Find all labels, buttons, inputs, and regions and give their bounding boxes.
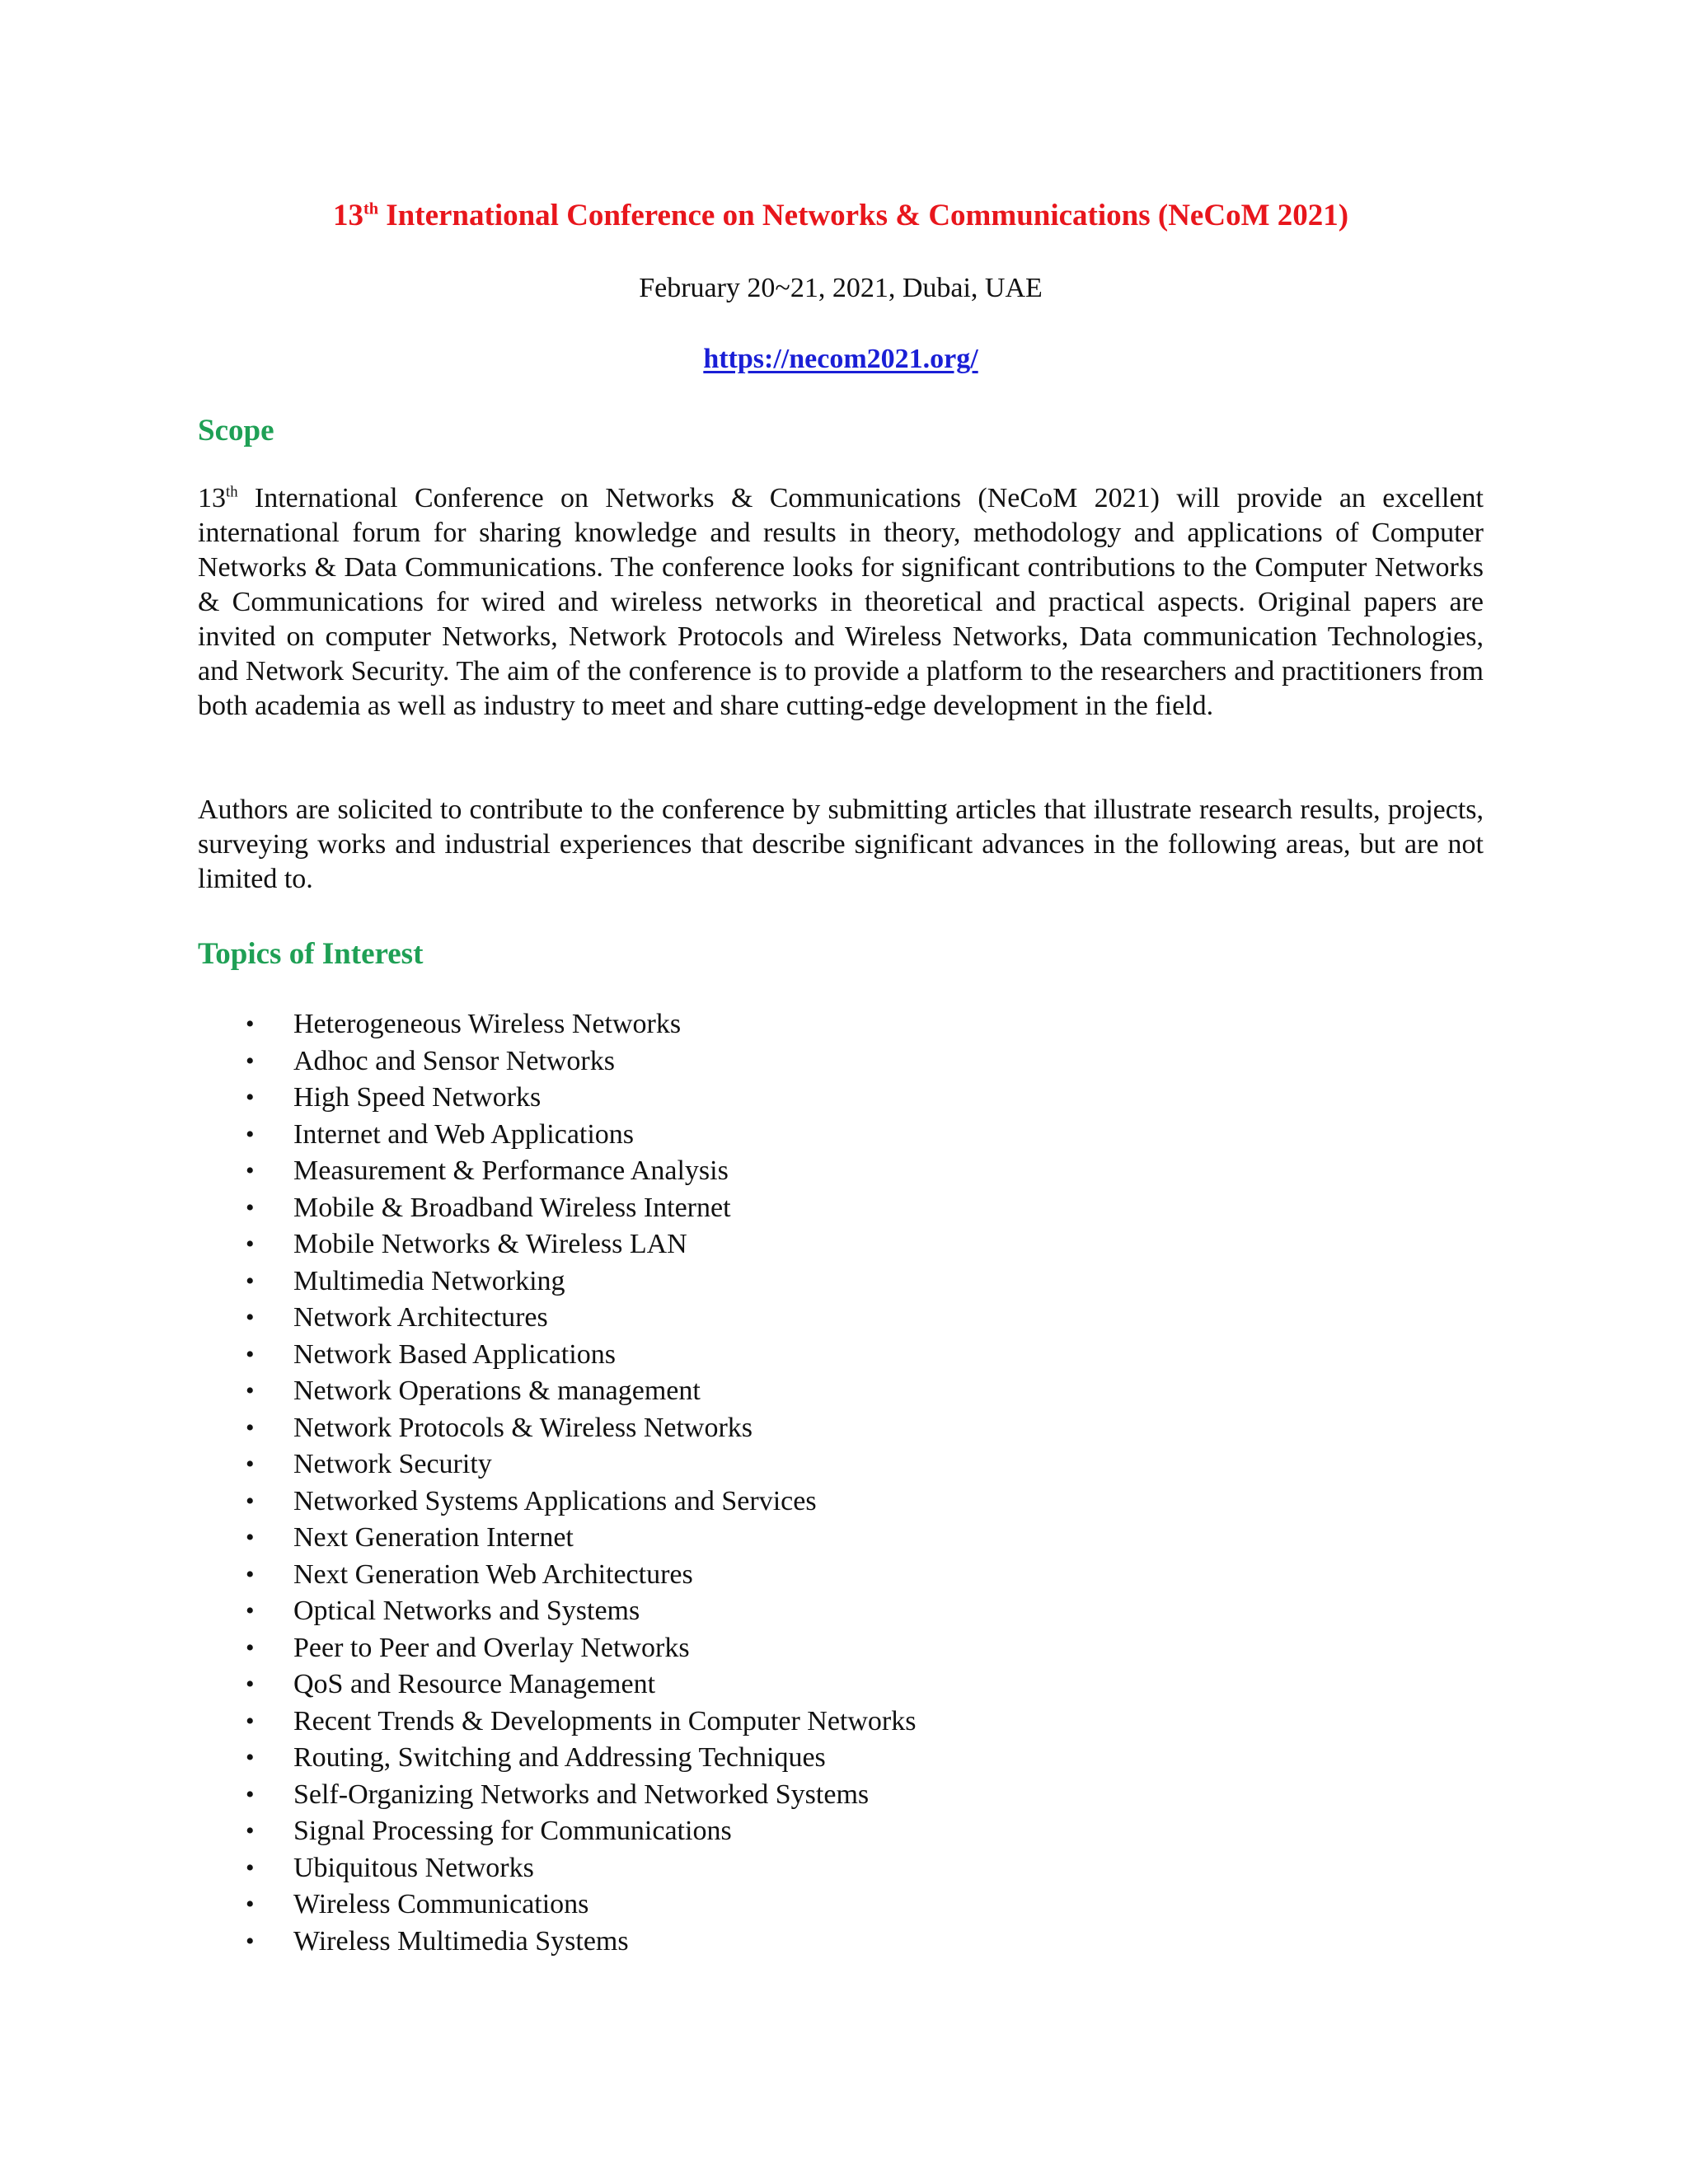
- topic-list-item: [244, 1153, 916, 1190]
- topic-list-item: [244, 1593, 916, 1630]
- bullet-icon: •: [246, 1707, 255, 1735]
- topic-list-item: [244, 1886, 916, 1924]
- bullet-icon: •: [246, 1413, 255, 1441]
- bullet-icon: •: [246, 1157, 255, 1184]
- bullet-icon: •: [246, 1451, 255, 1478]
- topic-list-item: [244, 1226, 916, 1263]
- bullet-icon: •: [246, 1377, 255, 1404]
- topic-list-item: [244, 1557, 916, 1594]
- topic-label: Mobile & Broadband Wireless Internet: [293, 1192, 731, 1223]
- conference-title: [198, 194, 1484, 237]
- topic-label: Heterogeneous Wireless Networks: [293, 1009, 682, 1039]
- topics-heading: Topics of Interest: [198, 937, 424, 971]
- bullet-icon: •: [246, 1560, 255, 1588]
- bullet-icon: •: [246, 1340, 255, 1368]
- topic-list-item: [244, 1373, 916, 1410]
- topic-list-item: [244, 1337, 916, 1374]
- bullet-icon: •: [246, 1010, 255, 1038]
- bullet-icon: •: [246, 1854, 255, 1882]
- topic-label: Self-Organizing Networks and Networked Systems: [293, 1779, 870, 1810]
- topic-list-item: [244, 1630, 916, 1667]
- topic-label: Internet and Web Applications: [293, 1118, 635, 1150]
- topic-label: Wireless Multimedia Systems: [293, 1925, 629, 1957]
- topic-label: QoS and Resource Management: [293, 1669, 656, 1699]
- bullet-icon: •: [246, 1597, 255, 1624]
- topic-list-item: [244, 1190, 916, 1227]
- topic-list-item: [244, 1483, 916, 1521]
- bullet-icon: •: [246, 1671, 255, 1698]
- topic-label: Signal Processing for Communications: [293, 1816, 732, 1846]
- topic-label: Measurement & Performance Analysis: [293, 1155, 729, 1186]
- bullet-icon: •: [246, 1524, 255, 1551]
- topic-label: Routing, Switching and Addressing Techniques: [293, 1742, 826, 1773]
- bullet-icon: •: [246, 1267, 255, 1295]
- topic-list-item: [244, 1850, 916, 1887]
- bullet-icon: •: [246, 1633, 255, 1661]
- topic-list-item: [244, 1080, 916, 1117]
- topic-label: High Speed Networks: [293, 1082, 542, 1113]
- bullet-icon: •: [246, 1193, 255, 1221]
- conference-dateline: February 20~21, 2021, Dubai, UAE: [639, 273, 1043, 303]
- topics-list: [244, 1006, 916, 1960]
- topic-label: Mobile Networks & Wireless LAN: [293, 1229, 687, 1259]
- title-text: International Conference on Networks & Communications (NeCoM 2021): [378, 199, 1349, 232]
- bullet-icon: •: [246, 1817, 255, 1844]
- topic-label: Network Operations & management: [293, 1376, 701, 1406]
- topic-label: Optical Networks and Systems: [293, 1596, 640, 1626]
- conference-url: [198, 341, 1484, 377]
- bullet-icon: •: [246, 1927, 255, 1955]
- scope-text: International Conference on Networks & Communications (NeCoM 2021) will provide an excellent international forum for sharing knowledge and results in theory, methodology and applications of Computer Networks & Data Communications. The conference looks for significant contributions to the Computer Networks & Communications for wired and wireless networks in theoretical and practical aspects. Original papers are invited on computer Networks, Network Protocols and Wireless Networks, Data communication Technologies, and Network Security. The aim of the conference is to provide a platform to the researchers and practitioners from both academia as well as industry to meet and share cutting-edge development in the field.: [198, 483, 1484, 721]
- bullet-icon: •: [246, 1891, 255, 1918]
- authors-paragraph: Authors are solicited to contribute to the conference by submitting articles that illustrate research results, projects, surveying works and industrial experiences that describe significant advances in the following areas, but are not limited to.: [198, 794, 1484, 894]
- topic-list-item: [244, 1043, 916, 1080]
- topic-list-item: [244, 1263, 916, 1301]
- topic-list-item: [244, 1006, 916, 1043]
- topic-label: Network Security: [293, 1449, 492, 1479]
- topic-label: Network Based Applications: [293, 1338, 616, 1370]
- bullet-icon: •: [246, 1744, 255, 1771]
- topic-list-item: [244, 1777, 916, 1814]
- topic-label: Ubiquitous Networks: [293, 1852, 534, 1883]
- title-ordinal: 13: [332, 199, 363, 232]
- topic-list-item: [244, 1704, 916, 1741]
- scope-heading: Scope: [198, 414, 274, 448]
- bullet-icon: •: [246, 1230, 255, 1258]
- scope-paragraph: [198, 481, 1484, 724]
- topic-label: Next Generation Web Architectures: [293, 1558, 693, 1590]
- bullet-icon: •: [246, 1047, 255, 1075]
- topic-label: Recent Trends & Developments in Computer Networks: [293, 1705, 917, 1736]
- topic-label: Next Generation Internet: [293, 1522, 574, 1553]
- topic-label: Adhoc and Sensor Networks: [293, 1045, 615, 1076]
- topic-label: Network Protocols & Wireless Networks: [293, 1412, 753, 1443]
- topic-list-item: [244, 1813, 916, 1850]
- bullet-icon: •: [246, 1304, 255, 1331]
- title-ordinal-suffix: th: [363, 199, 379, 218]
- topic-list-item: [244, 1666, 916, 1704]
- bullet-icon: •: [246, 1084, 255, 1111]
- topic-list-item: [244, 1446, 916, 1483]
- bullet-icon: •: [246, 1780, 255, 1808]
- topic-label: Network Architectures: [293, 1302, 548, 1333]
- topic-list-item: [244, 1924, 916, 1961]
- bullet-icon: •: [246, 1487, 255, 1515]
- scope-ordinal-suffix: th: [226, 483, 238, 501]
- topic-list-item: [244, 1300, 916, 1337]
- topic-list-item: [244, 1410, 916, 1447]
- bullet-icon: •: [246, 1120, 255, 1148]
- scope-ordinal: 13: [198, 483, 226, 513]
- topic-label: Networked Systems Applications and Services: [293, 1485, 817, 1516]
- topic-list-item: [244, 1740, 916, 1777]
- topic-label: Peer to Peer and Overlay Networks: [293, 1632, 690, 1663]
- topic-label: Wireless Communications: [293, 1889, 589, 1919]
- conference-url-link[interactable]: https://necom2021.org/: [703, 344, 978, 374]
- topic-list-item: [244, 1117, 916, 1154]
- topic-label: Multimedia Networking: [293, 1265, 565, 1296]
- topic-list-item: [244, 1520, 916, 1557]
